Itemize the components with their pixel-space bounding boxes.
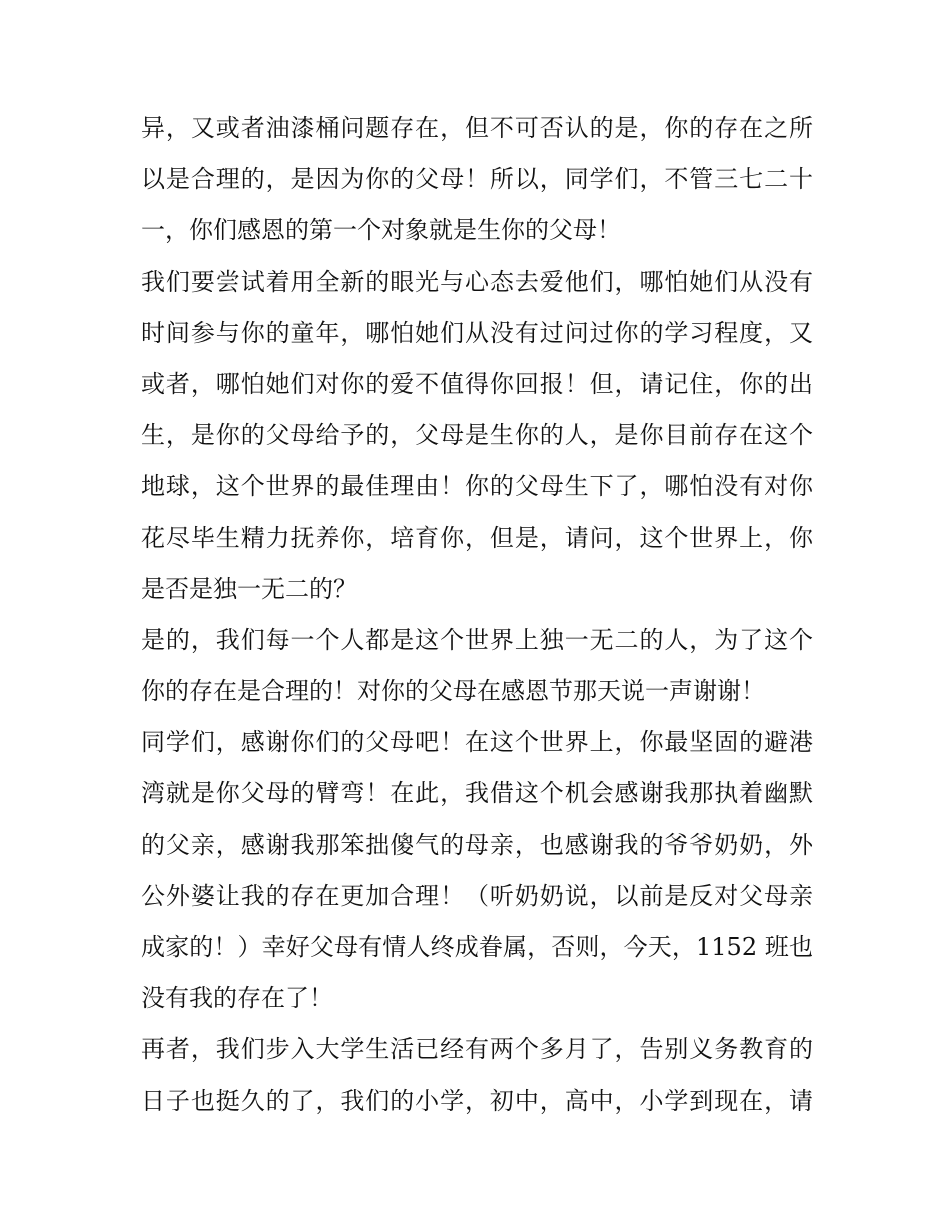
text-line: 日子也挺久的了，我们的小学，初中，高中，小学到现在，请	[141, 1086, 813, 1115]
text-line: 我们要尝试着用全新的眼光与心态去爱他们，哪怕她们从没有	[141, 267, 813, 296]
text-line: 地球，这个世界的最佳理由！你的父母生下了，哪怕没有对你	[141, 472, 813, 501]
text-line: 公外婆让我的存在更加合理！（听奶奶说，以前是反对父母亲	[141, 881, 813, 910]
text-line: 生，是你的父母给予的，父母是生你的人，是你目前存在这个	[141, 421, 813, 450]
body-text	[141, 103, 813, 1127]
text-line: 以是合理的，是因为你的父母！所以，同学们，不管三七二十	[141, 165, 813, 194]
text-line: 你的存在是合理的！对你的父母在感恩节那天说一声谢谢！	[141, 677, 765, 706]
text-line: 的父亲，感谢我那笨拙傻气的母亲，也感谢我的爷爷奶奶，外	[141, 830, 813, 859]
text-line: 再者，我们步入大学生活已经有两个多月了，告别义务教育的	[141, 1035, 813, 1064]
text-line: 花尽毕生精力抚养你，培育你，但是，请问，这个世界上，你	[141, 523, 813, 552]
text-line: 一，你们感恩的第一个对象就是生你的父母！	[141, 216, 621, 245]
text-line: 是的，我们每一个人都是这个世界上独一无二的人，为了这个	[141, 625, 813, 654]
text-line: 同学们，感谢你们的父母吧！在这个世界上，你最坚固的避港	[141, 728, 813, 757]
text-line: 异，又或者油漆桶问题存在，但不可否认的是，你的存在之所	[141, 114, 813, 142]
text-line: 是否是独一无二的？	[141, 574, 357, 603]
text-line: 或者，哪怕她们对你的爱不值得你回报！但，请记住，你的出	[141, 369, 813, 398]
text-line: 时间参与你的童年，哪怕她们从没有过问过你的学习程度，又	[141, 318, 813, 347]
text-line: 没有我的存在了！	[141, 984, 333, 1013]
text-line: 成家的！）幸好父母有情人终成眷属，否则，今天，1152 班也	[141, 933, 813, 961]
text-line: 湾就是你父母的臂弯！在此，我借这个机会感谢我那执着幽默	[141, 779, 813, 808]
